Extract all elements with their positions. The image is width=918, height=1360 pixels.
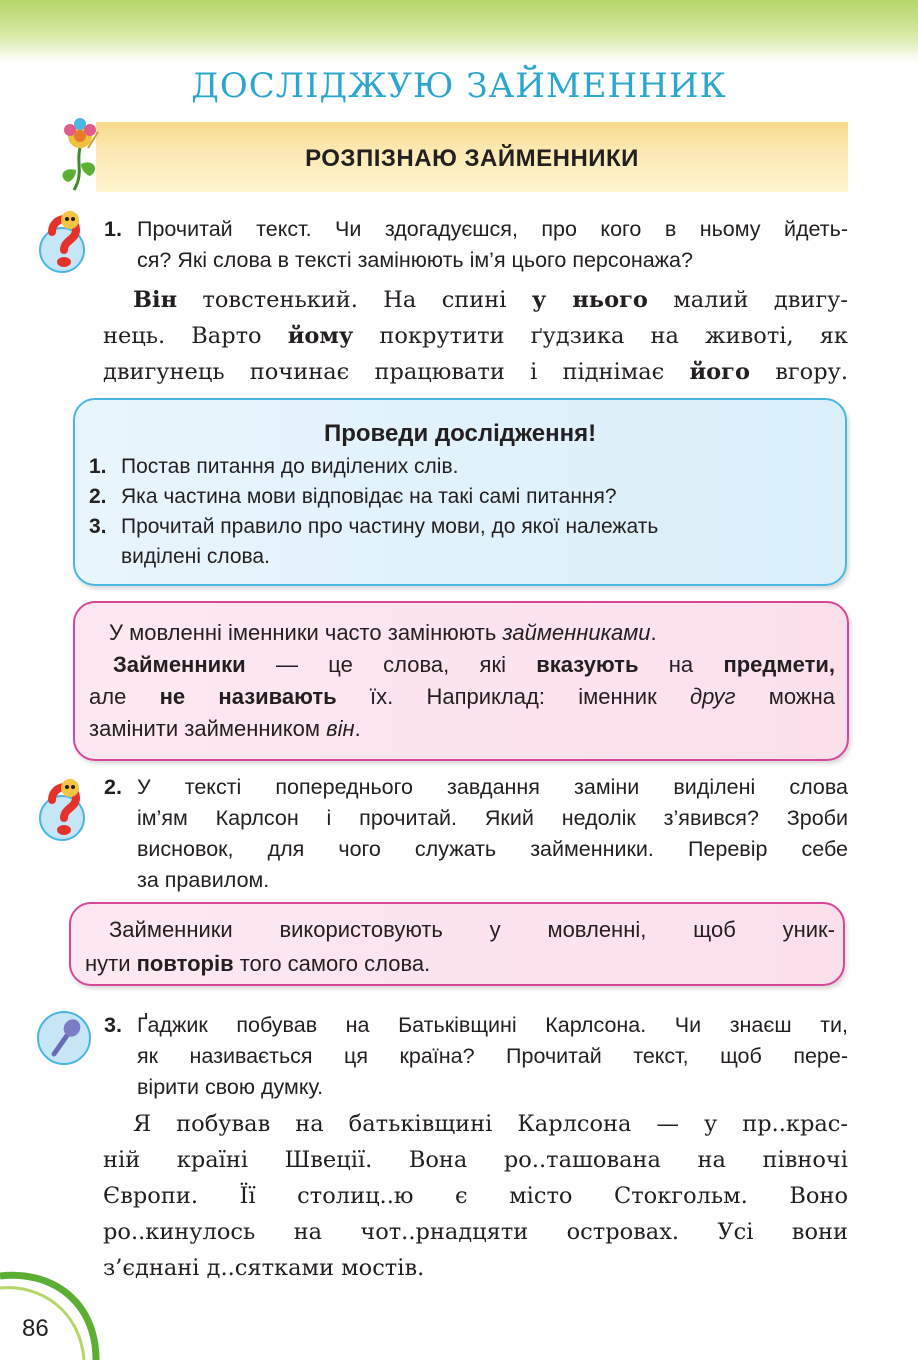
page-title: ДОСЛІДЖУЮ ЗАЙМЕННИК xyxy=(191,66,727,106)
text-span: . xyxy=(354,716,361,741)
text-span: замінити займенником xyxy=(89,716,327,741)
text-span: того самого слова. xyxy=(233,951,431,976)
item-number: 2. xyxy=(89,485,107,508)
text-span: вгору. xyxy=(749,359,848,385)
item-text: Прочитай правило про частину мови, до якої належать xyxy=(121,515,659,538)
text-span: . xyxy=(650,620,657,645)
text-span: можна xyxy=(735,684,836,709)
bold-term: повторів xyxy=(136,951,234,976)
text-passage-2 xyxy=(103,1106,848,1286)
italic-term: займенниками xyxy=(502,620,651,645)
task-3-number: 3. xyxy=(104,1013,122,1037)
text-span: нець. Варто xyxy=(103,323,288,349)
task-3-line: як називається ця країна? Прочитай текст, щоб пере- xyxy=(137,1044,848,1068)
passage-line: ро..кинулось на чот..рнадцяти островах. Усі вони xyxy=(103,1219,848,1245)
rule-line xyxy=(89,649,835,680)
highlighted-word: у нього xyxy=(531,287,648,313)
task-2-number: 2. xyxy=(104,775,122,799)
top-gradient-band xyxy=(0,0,918,62)
text-span: двигунець починає працювати і піднімає xyxy=(103,359,690,385)
research-box xyxy=(73,398,847,586)
task-1-number: 1. xyxy=(104,217,122,241)
text-span: нути xyxy=(85,951,137,976)
text-span: У мовленні іменники часто замінюють xyxy=(109,620,503,645)
task-2-line: ім’ям Карлсон і прочитай. Який недолік з’явився? Зроби xyxy=(137,806,848,830)
text-span: — це слова, які xyxy=(245,652,537,677)
bold-term: не називають xyxy=(159,684,337,709)
text-span: але xyxy=(89,684,160,709)
task-3 xyxy=(104,1010,848,1103)
passage-line: ній країні Швеції. Вона ро..ташована на півночі xyxy=(103,1147,848,1173)
task-2 xyxy=(104,772,848,896)
research-item-continuation: виділені слова. xyxy=(121,545,270,568)
highlighted-word: його xyxy=(689,359,750,385)
section-title: РОЗПІЗНАЮ ЗАЙМЕННИКИ xyxy=(305,145,639,172)
task-2-line: за правилом. xyxy=(137,868,270,892)
rule-box-1 xyxy=(73,601,849,761)
passage-line: Європи. Її столиц..ю є місто Стокгольм. Воно xyxy=(103,1183,848,1209)
rule-line xyxy=(89,617,835,648)
page-corner-decoration xyxy=(0,1270,110,1360)
task-3-line: вірити свою думку. xyxy=(137,1075,324,1099)
research-item xyxy=(89,482,617,512)
task-1 xyxy=(104,214,848,276)
highlighted-word: Він xyxy=(133,287,178,313)
passage-line: з’єднані д..сятками мостів. xyxy=(103,1255,425,1281)
rule-line xyxy=(89,681,835,712)
italic-term: друг xyxy=(689,684,736,709)
text-span: товстенький. На спині xyxy=(177,287,532,313)
task-1-line: Прочитай текст. Чи здогадуєшся, про кого в ньому йдеть- xyxy=(137,217,848,241)
highlighted-word: йому xyxy=(287,323,354,349)
bold-term: вказують xyxy=(536,652,639,677)
text-span: малий двигу- xyxy=(647,287,848,313)
item-number: 3. xyxy=(89,515,107,538)
bold-term: предмети, xyxy=(723,652,835,677)
research-heading: Проведи дослідження! xyxy=(323,420,597,447)
rule-line xyxy=(89,713,835,744)
text-span: покрутити ґудзика на животі, як xyxy=(353,323,848,349)
flower-icon xyxy=(54,118,106,198)
item-text: Яка частина мови відповідає на такі самі питання? xyxy=(121,485,617,508)
rule-box-2 xyxy=(69,902,845,986)
text-span: на xyxy=(638,652,724,677)
item-text: Постав питання до виділених слів. xyxy=(121,455,459,478)
research-item xyxy=(89,512,658,542)
text-span: їх. Наприклад: іменник xyxy=(336,684,690,709)
task-1-line: ся? Які слова в тексті замінюють ім’я цього персонажа? xyxy=(137,248,693,272)
item-number: 1. xyxy=(89,455,107,478)
microphone-icon xyxy=(36,1010,92,1066)
rule-line xyxy=(85,948,831,979)
bold-term: Займенники xyxy=(113,652,246,677)
passage-line: Я побував на батьківщині Карлсона — у пр..крас- xyxy=(133,1111,848,1137)
text-passage-1 xyxy=(103,282,848,390)
task-3-line: Ґаджик побував на Батьківщині Карлсона. Чи знаєш ти, xyxy=(137,1013,848,1037)
task-2-line: висновок, для чого служать займенники. Перевір себе xyxy=(137,837,848,861)
question-character-icon xyxy=(34,206,94,274)
task-2-line: У тексті попереднього завдання заміни виділені слова xyxy=(137,775,848,799)
rule-line: Займенники використовують у мовленні, щоб уник- xyxy=(109,917,835,942)
question-character-icon xyxy=(34,774,94,842)
italic-term: він xyxy=(326,716,355,741)
page-number: 86 xyxy=(22,1315,49,1342)
research-item xyxy=(89,452,458,482)
